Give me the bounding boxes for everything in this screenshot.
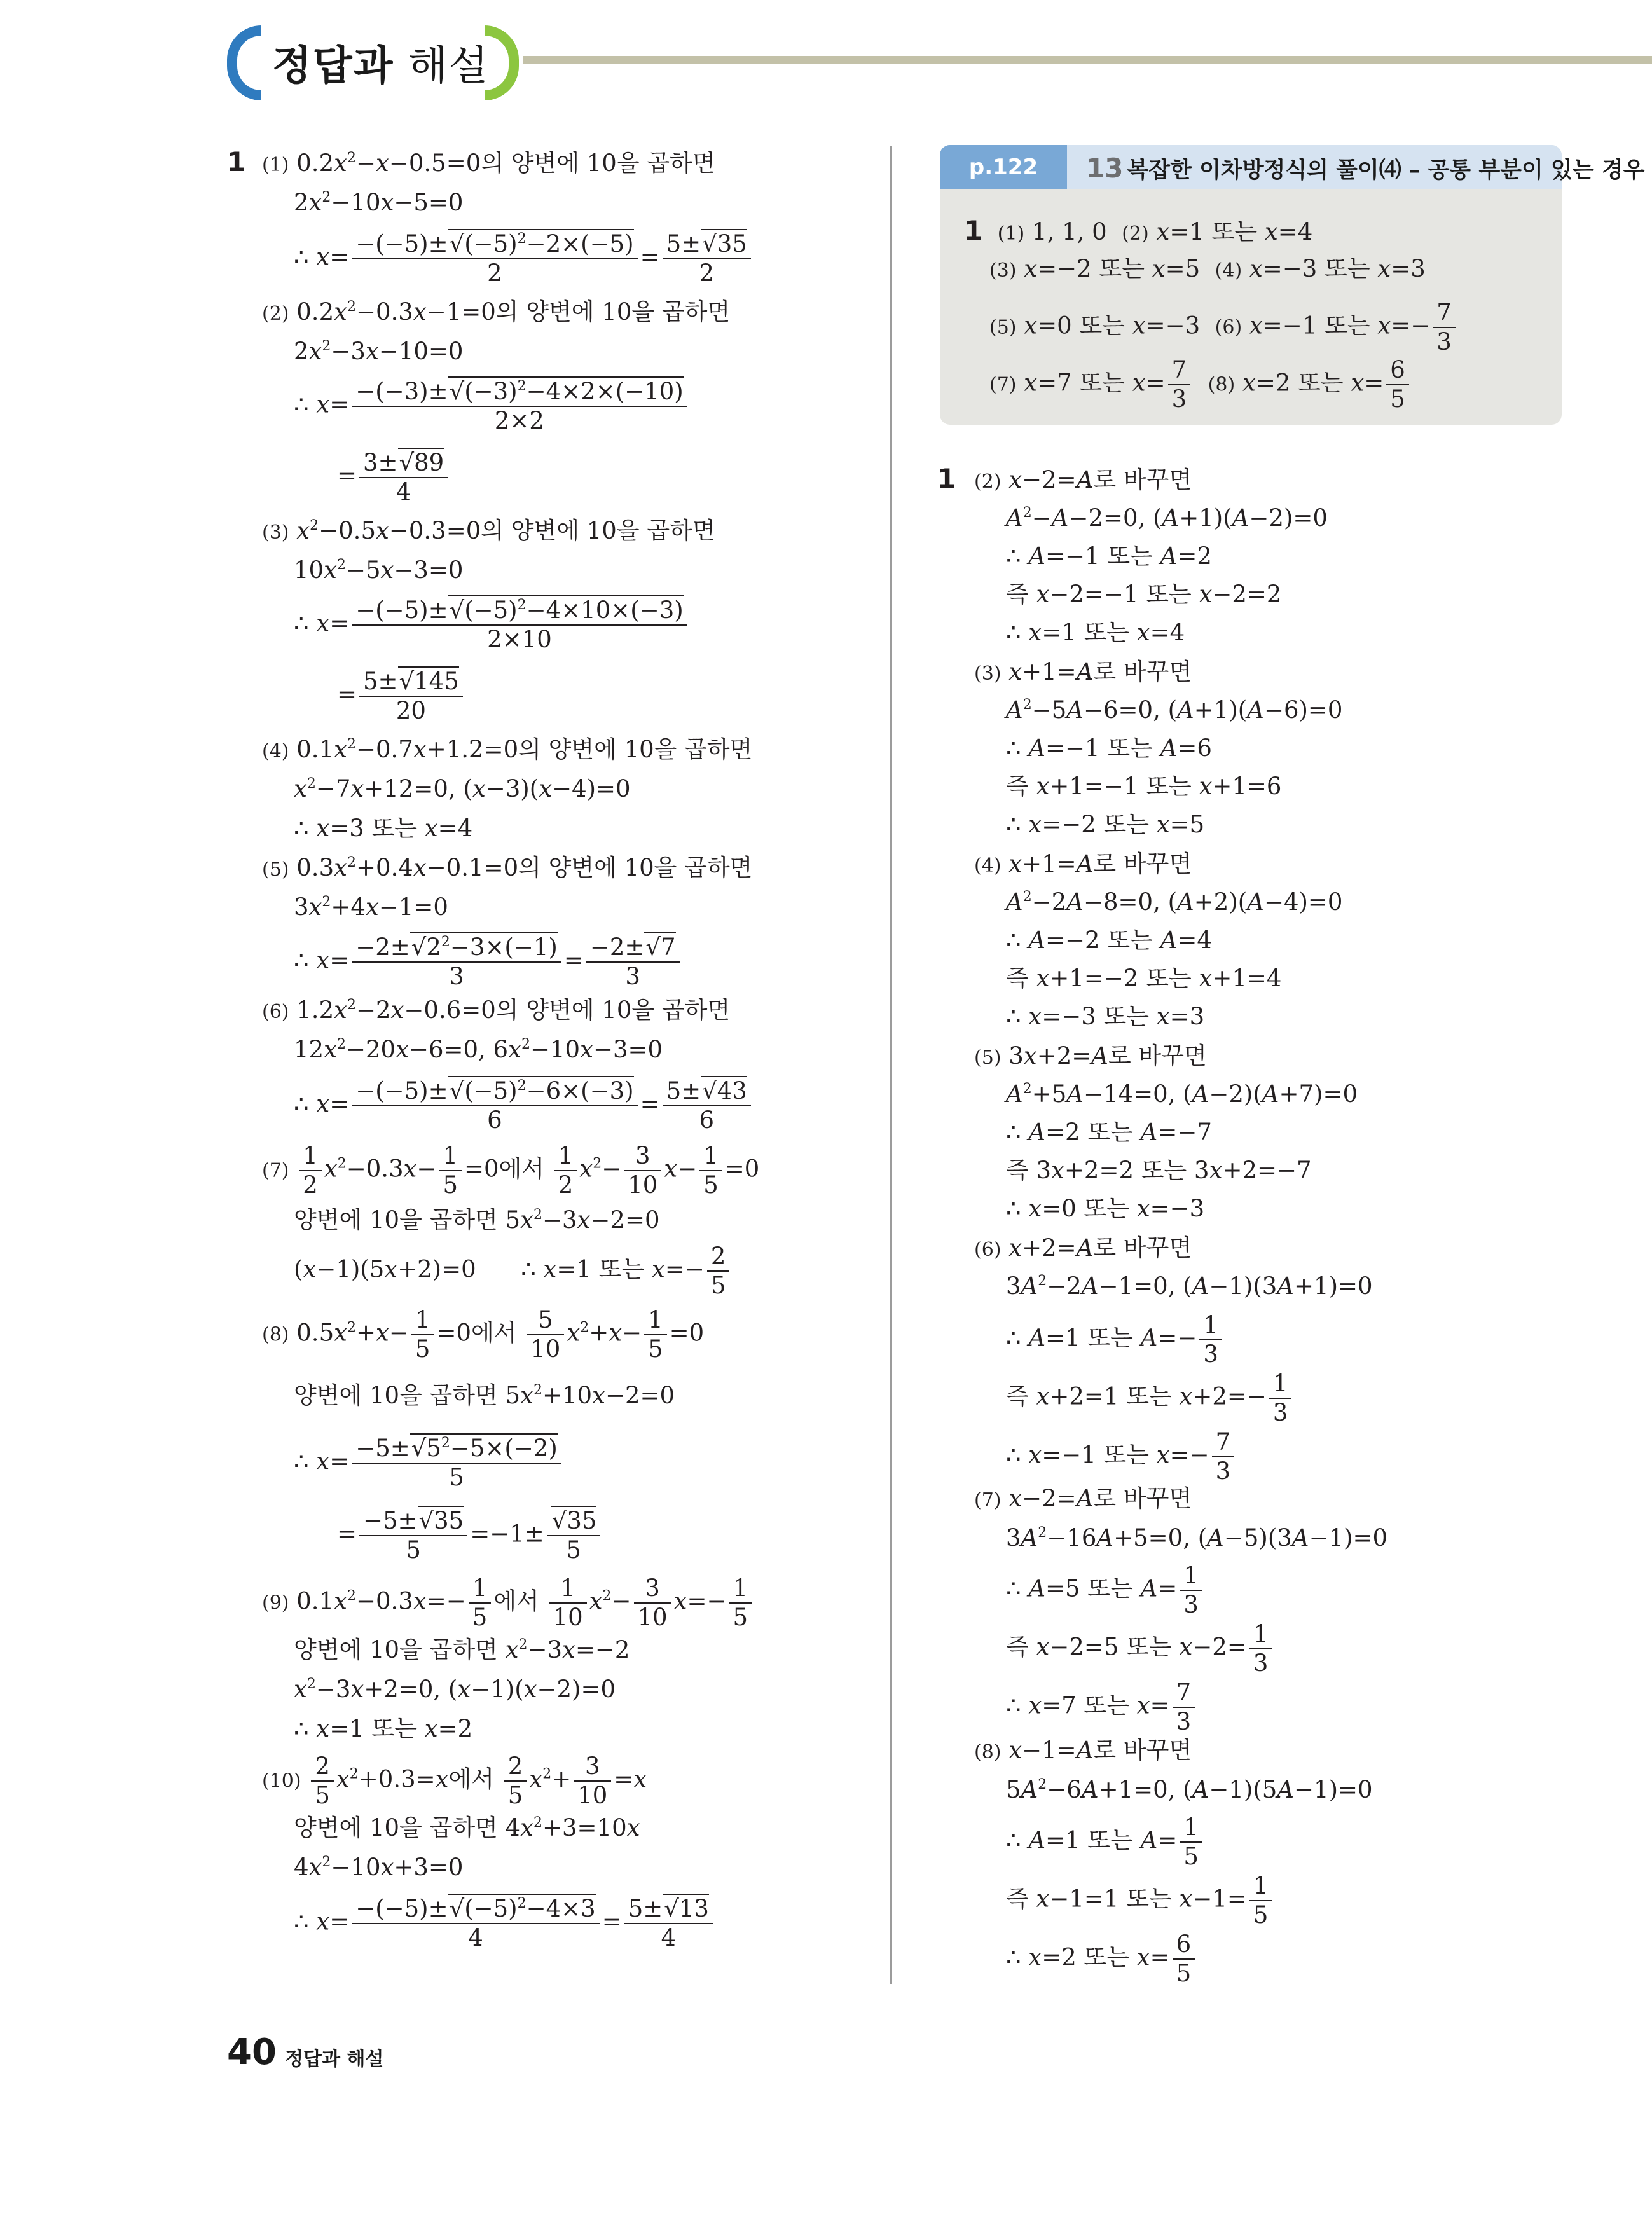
solution-line: (7) $\frac{1}{2}$ $x^2-0.3x-$ $\frac{1}{5}$ =0에서 $\frac{1}{2}$ $x^2-$ $\frac{3}{10}$ x− $\frac{1}{5}$ =0 — [262, 1142, 760, 1199]
solution-line: ∴ x= $\frac{-5\pm√5^2-5\times(-2)}{5}$ — [294, 1435, 564, 1492]
solution-line: (9) $0.1x^2-0.3x=-$ $\frac{1}{5}$ 에서 $\frac{1}{10}$ $x^2-$ $\frac{3}{10}$ x=− $\frac{1}{5}$ — [262, 1574, 754, 1632]
problem-number: 1 — [227, 146, 246, 177]
solution-line: (7) x−2=A로 바꾸면 — [974, 1485, 1192, 1512]
solution-line: $4x^2-10x+3=0$ — [294, 1854, 464, 1881]
solution-line: 즉 x+1=−2 또는 x+1=4 — [1006, 965, 1282, 992]
solution-line: ∴ x= $\frac{-2\pm√2^2-3\times(-1)}{3}$ = $\frac{-2\pm√7}{3}$ — [294, 933, 682, 991]
summary-line: (3) x=−2 또는 x=5 (4) x=−3 또는 x=3 — [989, 255, 1426, 282]
solution-line: $10x^2-5x-3=0$ — [294, 556, 464, 584]
solution-line: (1) $0.2x^2-x-0.5=0$의 양변에 10을 곱하면 — [262, 149, 715, 177]
solution-line: (8) $0.5x^2+x-$ $\frac{1}{5}$ =0에서 $\frac{5}{10}$ $x^2+x-$ $\frac{1}{5}$ =0 — [262, 1306, 705, 1363]
header-bracket-left — [227, 25, 261, 100]
solution-line: $A^2-5A-6=0$, (A+1)(A−6)=0 — [1006, 696, 1343, 724]
solution-line: ∴ x= $\frac{-(-5)\pm√(-5)^2-6\times(-3)}{6}$ = $\frac{5\pm√43}{6}$ — [294, 1077, 754, 1134]
solution-line: 즉 x−2=−1 또는 x−2=2 — [1006, 581, 1282, 608]
solution-line: $x^2-7x+12=0$, (x−3)(x−4)=0 — [294, 775, 631, 802]
solution-line: ∴ x=3 또는 x=4 — [294, 815, 473, 842]
solution-line: $2x^2-10x-5=0$ — [294, 189, 464, 216]
solution-line: = $\frac{5\pm√145}{20}$ — [337, 668, 465, 725]
solution-line: (4) x+1=A로 바꾸면 — [974, 850, 1192, 878]
page-header-title: 정답과 해설 — [272, 43, 490, 90]
solution-line: 양변에 10을 곱하면 $x^2-3x=-2$ — [294, 1636, 630, 1663]
solution-line: ∴ A=1 또는 A= $\frac{1}{5}$ — [1006, 1814, 1205, 1871]
solution-line: $2x^2-3x-10=0$ — [294, 338, 464, 365]
solution-line: 즉 x+1=−1 또는 x+1=6 — [1006, 773, 1282, 800]
solution-line: (10) $\frac{2}{5}$ $x^2+0.3=x$에서 $\frac{2}{5}$ $x^2+$ $\frac{3}{10}$ =x — [262, 1752, 647, 1809]
solution-line: (5) 3x+2=A로 바꾸면 — [974, 1042, 1207, 1070]
solution-line: ∴ A=−2 또는 A=4 — [1006, 926, 1212, 954]
solution-line: (2) $0.2x^2-0.3x-1=0$의 양변에 10을 곱하면 — [262, 298, 731, 326]
solution-line: 즉 x+2=1 또는 x+2=− $\frac{1}{3}$ — [1006, 1370, 1294, 1427]
solution-line: 양변에 10을 곱하면 $4x^2+3=10x$ — [294, 1814, 640, 1841]
solution-line: $3A^2-2A-1=0$, (A−1)(3A+1)=0 — [1006, 1272, 1373, 1300]
solution-line: ∴ x=7 또는 x= $\frac{7}{3}$ — [1006, 1679, 1197, 1736]
solution-line: $x^2-3x+2=0$, (x−1)(x−2)=0 — [294, 1676, 616, 1703]
solution-line: $3x^2+4x-1=0$ — [294, 893, 448, 921]
page-reference-tab: p.122 — [940, 145, 1067, 189]
solution-line: (3) $x^2-0.5x-0.3=0$의 양변에 10을 곱하면 — [262, 517, 715, 544]
solution-line: ∴ A=2 또는 A=−7 — [1006, 1118, 1212, 1146]
solution-line: ∴ x=−2 또는 x=5 — [1006, 811, 1205, 838]
solution-line: (8) x−1=A로 바꾸면 — [974, 1737, 1192, 1764]
solution-line: $3A^2-16A+5=0$, (A−5)(3A−1)=0 — [1006, 1524, 1388, 1552]
solution-line: 즉 x−2=5 또는 x−2= $\frac{1}{3}$ — [1006, 1620, 1274, 1677]
footer-label: 정답과 해설 — [285, 2048, 384, 2070]
solution-line: ∴ A=−1 또는 A=6 — [1006, 734, 1212, 762]
solution-line: (6) x+2=A로 바꾸면 — [974, 1234, 1192, 1262]
solution-line: ∴ x= $\frac{-(-3)\pm√(-3)^2-4\times 2\times(-10)}{2\times 2}$ — [294, 378, 690, 435]
solution-line: ∴ x=1 또는 x=2 — [294, 1715, 473, 1742]
solution-line: (4) $0.1x^2-0.7x+1.2=0$의 양변에 10을 곱하면 — [262, 736, 753, 763]
solution-line: (x−1)(5x+2)=0 ∴ x=1 또는 x=− $\frac{2}{5}$ — [294, 1242, 732, 1300]
solution-line: $A^2-A-2=0$, (A+1)(A−2)=0 — [1006, 504, 1328, 532]
solution-line: 양변에 10을 곱하면 $5x^2-3x-2=0$ — [294, 1206, 660, 1234]
solution-line: = $\frac{-5\pm√35}{5}$ =−1± $\frac{√35}{5}$ — [337, 1507, 603, 1564]
problem-number: 1 — [937, 463, 956, 494]
solution-line: 즉 3x+2=2 또는 3x+2=−7 — [1006, 1157, 1312, 1184]
solution-line: 즉 x−1=1 또는 x−1= $\frac{1}{5}$ — [1006, 1872, 1274, 1929]
solution-line: (3) x+1=A로 바꾸면 — [974, 658, 1192, 685]
solution-line: ∴ A=1 또는 A=− $\frac{1}{3}$ — [1006, 1311, 1225, 1368]
solution-line: (2) x−2=A로 바꾸면 — [974, 466, 1192, 493]
solution-line: $A^2-2A-8=0$, (A+2)(A−4)=0 — [1006, 888, 1343, 916]
header-bracket-right — [485, 25, 519, 100]
solution-line: ∴ x=0 또는 x=−3 — [1006, 1195, 1205, 1222]
solution-line: 양변에 10을 곱하면 $5x^2+10x-2=0$ — [294, 1382, 675, 1409]
summary-line: (5) x=0 또는 x=−3 (6) x=−1 또는 x=− $\frac{7}{3}$ — [989, 299, 1458, 356]
page-number: 40 — [227, 2032, 277, 2073]
summary-line: (7) x=7 또는 x= $\frac{7}{3}$ (8) x=2 또는 x= $\frac{6}{5}$ — [989, 356, 1412, 413]
solution-line: = $\frac{3\pm√89}{4}$ — [337, 449, 450, 506]
solution-line: ∴ A=5 또는 A= $\frac{1}{3}$ — [1006, 1562, 1205, 1619]
header-rule — [523, 56, 1652, 64]
solution-line: $A^2+5A-14=0$, (A−2)(A+7)=0 — [1006, 1080, 1358, 1108]
section-title: 13 복잡한 이차방정식의 풀이⑷ – 공통 부분이 있는 경우 — [1086, 153, 1645, 184]
solution-line: ∴ x= $\frac{-(-5)\pm√(-5)^2-4\times 10\times(-3)}{2\times 10}$ — [294, 596, 690, 654]
solution-line: ∴ x=−3 또는 x=3 — [1006, 1003, 1205, 1030]
solution-line: $12x^2-20x-6=0$, $6x^2-10x-3=0$ — [294, 1036, 663, 1063]
solution-line: (5) $0.3x^2+0.4x-0.1=0$의 양변에 10을 곱하면 — [262, 854, 753, 881]
solution-line: ∴ x=−1 또는 x=− $\frac{7}{3}$ — [1006, 1428, 1237, 1485]
column-divider — [890, 146, 892, 1984]
solution-line: ∴ x=1 또는 x=4 — [1006, 619, 1185, 646]
solution-line: $5A^2-6A+1=0$, (A−1)(5A−1)=0 — [1006, 1776, 1373, 1803]
solution-line: (6) $1.2x^2-2x-0.6=0$의 양변에 10을 곱하면 — [262, 996, 731, 1024]
solution-line: ∴ A=−1 또는 A=2 — [1006, 542, 1212, 570]
solution-line: ∴ x= $\frac{-(-5)\pm√(-5)^2-4\times 3}{4}$ = $\frac{5\pm√13}{4}$ — [294, 1895, 715, 1952]
solution-line: ∴ x=2 또는 x= $\frac{6}{5}$ — [1006, 1931, 1197, 1988]
solution-line: ∴ x= $\frac{-(-5)\pm√(-5)^2-2\times(-5)}{2}$ = $\frac{5\pm√35}{2}$ — [294, 230, 754, 287]
summary-line: 1 (1) 1, 1, 0 (2) x=1 또는 x=4 — [964, 215, 1313, 246]
